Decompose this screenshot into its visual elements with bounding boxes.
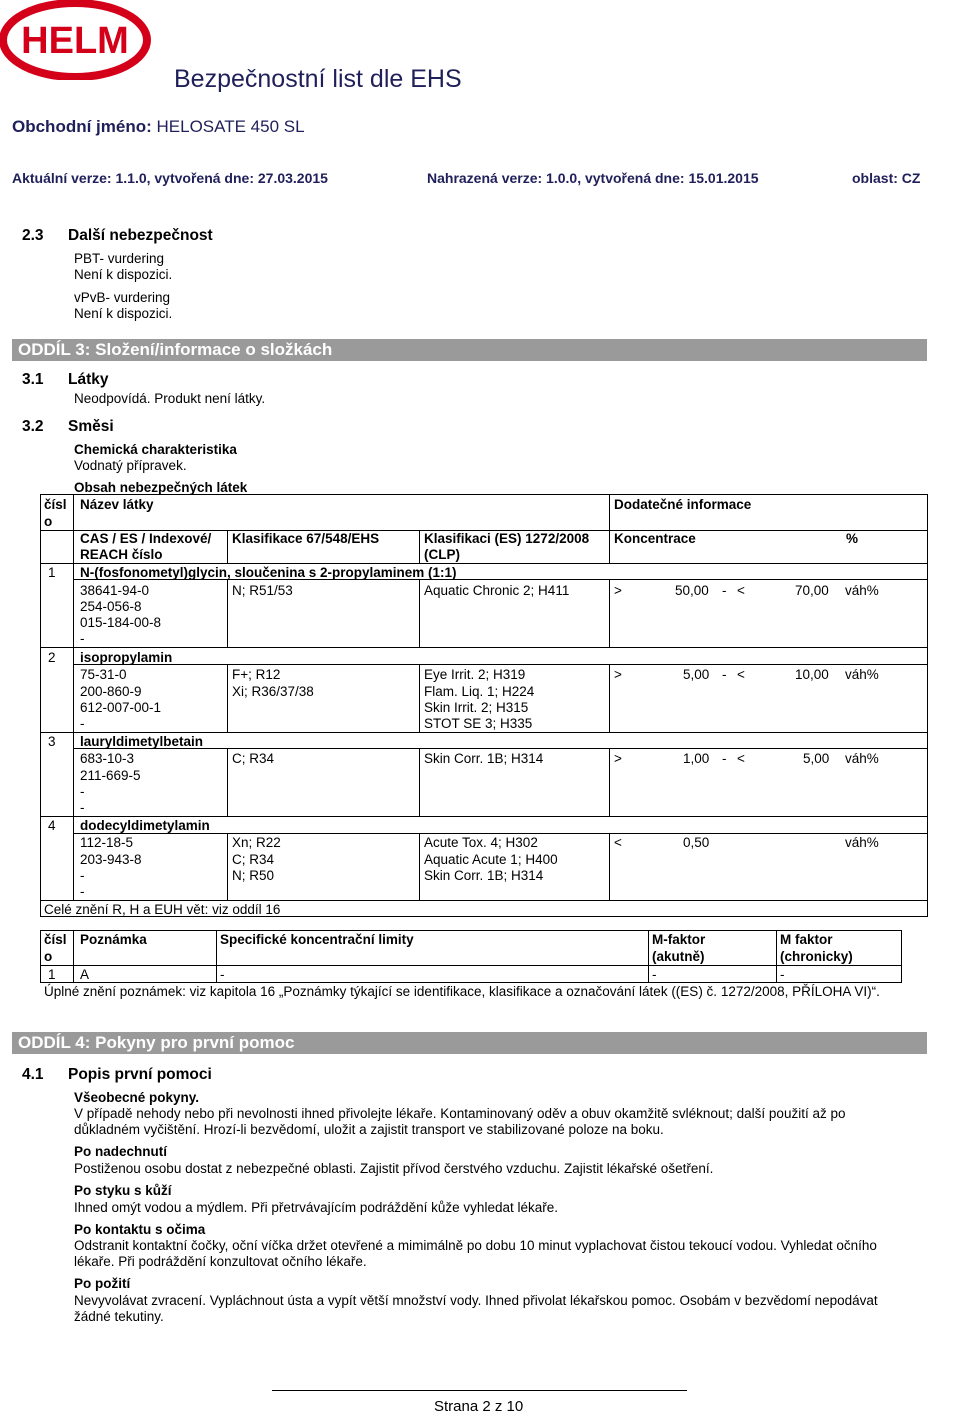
col-header-pct: %	[846, 531, 859, 546]
class-clp: Skin Irrit. 2; H315	[424, 700, 529, 715]
limits-value: -	[220, 967, 225, 982]
conc-dash: -	[722, 667, 727, 682]
row-no: 1	[48, 565, 56, 580]
section-num: 3.2	[22, 418, 44, 435]
conc-max: 5,00	[803, 751, 830, 766]
substance-id: -	[80, 631, 85, 646]
class-67: Xi; R36/37/38	[232, 684, 314, 699]
row-no: 2	[48, 650, 56, 665]
conc-op: >	[614, 751, 622, 766]
conc-dash: -	[722, 751, 727, 766]
substance-id: 203-943-8	[80, 852, 142, 867]
block-title: Po požití	[74, 1276, 131, 1291]
col-header-name: Název látky	[80, 497, 154, 512]
conc-op: <	[737, 667, 745, 682]
current-version: Aktuální verze: 1.1.0, vytvořená dne: 27.03.2015	[12, 170, 328, 186]
conc-op: >	[614, 667, 622, 682]
trade-name-line	[12, 117, 305, 137]
class-67: N; R51/53	[232, 583, 293, 598]
substance-id: 254-056-8	[80, 599, 142, 614]
substance-id: -	[80, 784, 85, 799]
col-header-no: čísl	[44, 932, 67, 947]
class-67: C; R34	[232, 852, 275, 867]
conc-max: 70,00	[795, 583, 829, 598]
row-no: 4	[48, 818, 56, 833]
section-title: Látky	[68, 371, 109, 388]
block-text: Odstranit kontaktní čočky, oční víčka držet otevřené a mimimálně po dobu 10 minut vyplachovat čistou tekoucí vodou. Vyhledat očního lékaře. Při podráždění konzultovat očního lékaře.	[74, 1238, 877, 1270]
col-header-no: o	[44, 949, 53, 964]
substance-id: -	[80, 884, 85, 899]
text-line: Neodpovídá. Produkt není látky.	[74, 391, 266, 406]
col-header-class67: Klasifikace 67/548/EHS	[232, 531, 380, 546]
section-title: Směsi	[68, 418, 114, 435]
text-line: Není k dispozici.	[74, 267, 173, 282]
conc-min: 1,00	[683, 751, 710, 766]
mfactor-acute-value: -	[652, 967, 657, 982]
substance-name: isopropylamin	[80, 650, 173, 665]
class-67: Xn; R22	[232, 835, 281, 850]
col-header-clp: (CLP)	[424, 547, 460, 562]
block-title: Všeobecné pokyny.	[74, 1090, 200, 1105]
class-67: F+; R12	[232, 667, 281, 682]
mfactor-chronic-value: -	[780, 967, 785, 982]
class-67: C; R34	[232, 751, 275, 766]
replaced-version: Nahrazená verze: 1.0.0, vytvořená dne: 15.01.2015	[427, 170, 759, 186]
class-clp: Skin Corr. 1B; H314	[424, 868, 544, 883]
logo-text: HELM	[21, 20, 129, 62]
section-num: 2.3	[22, 227, 44, 244]
substance-id: 015-184-00-8	[80, 615, 162, 630]
conc-op: <	[737, 583, 745, 598]
col-header-mfactor-chronic: M faktor	[780, 932, 833, 947]
note-value: A	[80, 967, 90, 982]
table-footnote: Celé znění R, H a EUH vět: viz oddíl 16	[44, 902, 281, 917]
substance-id: 75-31-0	[80, 667, 127, 682]
col-header-no: o	[44, 514, 53, 529]
col-header-mfactor-chronic: (chronicky)	[780, 949, 853, 964]
row-no: 1	[48, 967, 56, 982]
conc-unit: váh%	[845, 751, 879, 766]
text-line: Není k dispozici.	[74, 306, 173, 321]
substance-id: 112-18-5	[80, 835, 134, 850]
substance-id: 211-669-5	[80, 768, 141, 783]
substance-name: N-(fosfonometyl)glycin, sloučenina s 2-propylaminem (1:1)	[80, 565, 457, 580]
substance-name: dodecyldimetylamin	[80, 818, 210, 833]
conc-op: <	[737, 751, 745, 766]
block-title: Po kontaktu s očima	[74, 1222, 206, 1237]
class-67: N; R50	[232, 868, 275, 883]
col-header-no: čísl	[44, 497, 67, 512]
col-header-mfactor-acute: M-faktor	[652, 932, 706, 947]
section-3-band: ODDÍL 3: Složení/informace o složkách	[12, 339, 927, 361]
conc-unit: váh%	[845, 583, 879, 598]
substance-id: 200-860-9	[80, 684, 142, 699]
substance-name: lauryldimetylbetain	[80, 734, 204, 749]
section-title: Další nebezpečnost	[68, 227, 213, 244]
substance-id: -	[80, 716, 85, 731]
full-note: Úplné znění poznámek: viz kapitola 16 „Poznámky týkající se identifikace, klasifikace a označování látek ((ES) č. 1272/2008, PŘÍLOHA VI)“.	[44, 984, 880, 999]
class-clp: STOT SE 3; H335	[424, 716, 533, 731]
conc-op: >	[614, 583, 622, 598]
conc-min: 0,50	[683, 835, 710, 850]
page-number: Strana 2 z 10	[434, 1398, 524, 1415]
col-header-note: Poznámka	[80, 932, 147, 947]
col-header-clp: Klasifikaci (ES) 1272/2008	[424, 531, 590, 546]
section-title: Popis první pomoci	[68, 1066, 212, 1083]
substance-id: -	[80, 800, 85, 815]
block-text: Ihned omýt vodou a mýdlem. Při přetrvávajícím podráždění kůže vyhledat lékaře.	[74, 1200, 558, 1215]
col-header-conc: Koncentrace	[614, 531, 696, 546]
helm-logo	[0, 0, 155, 80]
conc-dash: -	[722, 583, 727, 598]
substance-id: 683-10-3	[80, 751, 135, 766]
trade-name: HELOSATE 450 SL	[156, 117, 305, 136]
class-clp: Aquatic Acute 1; H400	[424, 852, 558, 867]
col-header-mfactor-acute: (akutně)	[652, 949, 705, 964]
text-line: Vodnatý přípravek.	[74, 458, 187, 473]
substance-id: 38641-94-0	[80, 583, 150, 598]
subheading: Obsah nebezpečných látek	[74, 480, 248, 495]
conc-unit: váh%	[845, 835, 879, 850]
subheading: Chemická charakteristika	[74, 442, 237, 457]
conc-unit: váh%	[845, 667, 879, 682]
section-num: 4.1	[22, 1066, 44, 1083]
col-header-additional: Dodatečné informace	[614, 497, 752, 512]
trade-name-label: Obchodní jméno:	[12, 117, 152, 136]
block-title: Po styku s kůží	[74, 1183, 172, 1198]
notes-table	[40, 930, 902, 983]
col-header-limits: Specifické koncentrační limity	[220, 932, 414, 947]
conc-min: 50,00	[675, 583, 709, 598]
substance-id: -	[80, 868, 85, 883]
class-clp: Acute Tox. 4; H302	[424, 835, 538, 850]
section-num: 3.1	[22, 371, 44, 388]
text-line: vPvB- vurdering	[74, 290, 171, 305]
block-text: Postiženou osobu dostat z nebezpečné oblasti. Zajistit přívod čerstvého vzduchu. Zajistit lékařské ošetření.	[74, 1161, 714, 1176]
col-header-cas: REACH číslo	[80, 547, 163, 562]
class-clp: Eye Irrit. 2; H319	[424, 667, 526, 682]
conc-op: <	[614, 835, 622, 850]
conc-max: 10,00	[795, 667, 829, 682]
substance-id: 612-007-00-1	[80, 700, 162, 715]
class-clp: Aquatic Chronic 2; H411	[424, 583, 570, 598]
block-text: Nevyvolávat zvracení. Vypláchnout ústa a vypít větší množství vody. Ihned přivolat lékařskou pomoc. Osobám v bezvědomí nepodávat žádné tekutiny.	[74, 1293, 878, 1325]
block-text: V případě nehody nebo při nevolnosti ihned přivolejte lékaře. Kontaminovaný oděv a obuv okamžitě svléknout; další použití až po důkladném vyčištění. Hrozí-li bezvědomí, uložit a zajistit transport ve stabilizované poloze na boku.	[74, 1106, 846, 1138]
row-no: 3	[48, 734, 56, 749]
conc-min: 5,00	[683, 667, 710, 682]
section-4-band: ODDÍL 4: Pokyny pro první pomoc	[12, 1032, 927, 1054]
block-title: Po nadechnutí	[74, 1144, 168, 1159]
col-header-cas: CAS / ES / Indexové/	[80, 531, 212, 546]
region: oblast: CZ	[852, 170, 921, 186]
text-line: PBT- vurdering	[74, 251, 165, 266]
class-clp: Flam. Liq. 1; H224	[424, 684, 535, 699]
class-clp: Skin Corr. 1B; H314	[424, 751, 544, 766]
document-title: Bezpečnostní list dle EHS	[174, 65, 462, 93]
